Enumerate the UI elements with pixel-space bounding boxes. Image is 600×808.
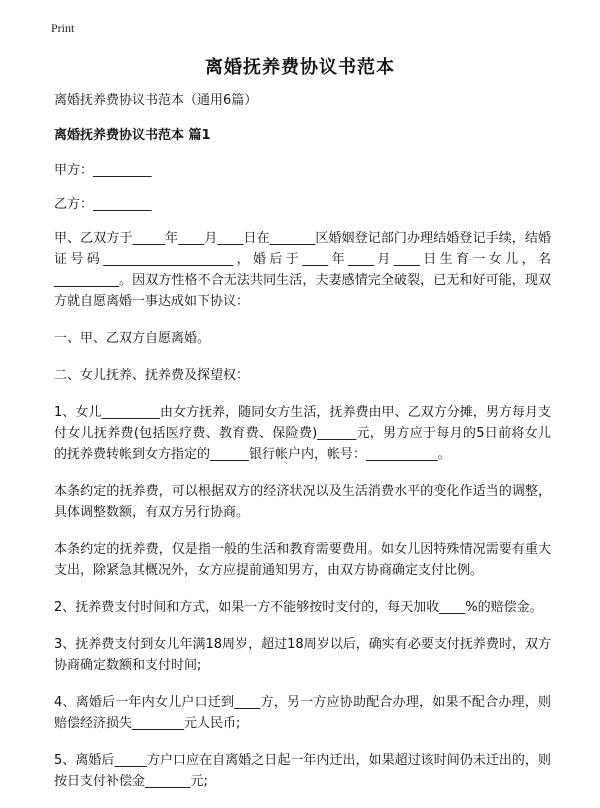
document-title: 离婚抚养费协议书范本: [205, 57, 395, 78]
paragraph-intro: 甲、乙双方于_____年____月____日在_______区婚姻登记部门办理结婚登记手续，结婚证号码____________________，婚后于____年____月____日生育一女儿，名__________。因双方性格不合无法共同生活，夫妻感情完全破裂，已无和好可能，现双方就自愿离婚一事达成如下协议：: [54, 231, 551, 309]
paragraph-item-2: 2、抚养费支付时间和方式，如果一方不能够按时支付的，每天加收____%的赔偿金。: [54, 600, 543, 615]
paragraph-scope: 本条约定的抚养费，仅是指一般的生活和教育需要费用。如女儿因特殊情况需要有重大支出，除紧急其概况外，女方应提前通知男方，由双方协商确定支付比例。: [54, 542, 551, 578]
print-link[interactable]: Print: [51, 21, 75, 35]
section-heading: 离婚抚养费协议书范本 篇1: [54, 128, 211, 143]
document-body: [54, 90, 551, 808]
paragraph-adjustment: 本条约定的抚养费，可以根据双方的经济状况以及生活消费水平的变化作适当的调整，具体调整数额，有双方另行协商。: [54, 484, 551, 520]
paragraph-item-1: 1、女儿_________由女方抚养，随同女方生活，抚养费由甲、乙双方分摊，男方每月支付女儿抚养费(包括医疗费、教育费、保险费)______元，男方应于每月的5日前将女儿的抚养费转帐到女方指定的______银行帐户内，帐号：___________。: [54, 405, 551, 462]
paragraph-clause-2: 二、女儿抚养、抚养费及探望权：: [54, 368, 250, 383]
party-a-line: 甲方：_________: [54, 163, 152, 178]
paragraph-item-4: 4、离婚后一年内女儿户口迁到____方，另一方应协助配合办理，如果不配合办理，则赔偿经济损失________元人民币;: [54, 695, 551, 731]
party-b-line: 乙方：_________: [54, 197, 152, 212]
paragraph-item-3: 3、抚养费支付到女儿年满18周岁，超过18周岁以后，确实有必要支付抚养费时，双方协商确定数额和支付时间;: [54, 637, 551, 673]
paragraph-item-5: 5、离婚后_____方户口应在自离婚之日起一年内迁出，如果超过该时间仍未迁出的，则按日支付补偿金_______元;: [54, 753, 551, 789]
document-subtitle: 离婚抚养费协议书范本（通用6篇）: [54, 93, 258, 108]
paragraph-clause-1: 一、甲、乙双方自愿离婚。: [54, 331, 211, 346]
